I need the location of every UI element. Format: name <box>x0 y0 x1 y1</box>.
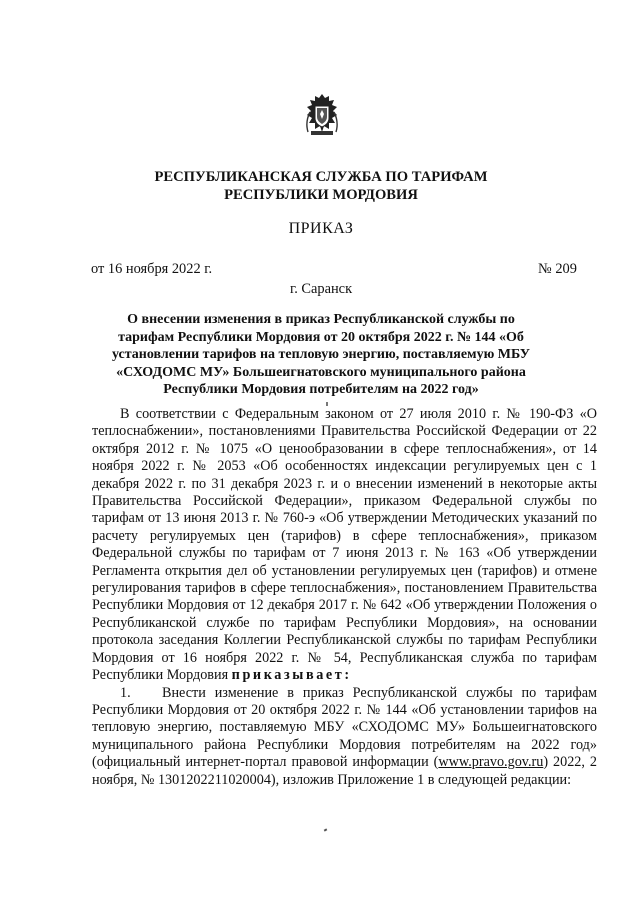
document-body <box>92 406 597 789</box>
preamble-paragraph <box>92 406 597 685</box>
document-number: № 209 <box>538 261 577 277</box>
scan-artifact-bottom <box>324 828 328 831</box>
item-1-paragraph <box>92 685 597 789</box>
resolve-word: приказывает: <box>231 667 352 684</box>
document-subject: О внесении изменения в приказ Республиканской службы по тарифам Республики Мордовия от 20 октября 2022 г. № 144 «Об установлении тарифов на тепловую энергию, поставляемую МБУ «СХОДОМС МУ» Большеигнатовского муниципального района Республики Мордовия потребителям на 2022 год» <box>111 312 531 397</box>
agency-name-line1: РЕСПУБЛИКАНСКАЯ СЛУЖБА ПО ТАРИФАМ <box>154 169 488 185</box>
agency-name-line2: РЕСПУБЛИКИ МОРДОВИЯ <box>224 187 418 203</box>
preamble-text: В соответствии с Федеральным законом от 27 июля 2010 г. № 190-ФЗ «О теплоснабжении», постановлениями Правительства Российской Федерации от 22 октября 2012 г. № 1075 «О ценообразовании в сфере теплоснабжения», от 14 ноября 2022 г. № 2053 «Об особенностях индексации регулируемых цен с 1 декабря 2022 г. по 31 декабря 2023 г. и о внесении изменений в некоторые акты Правительства Российской Федерации», приказом Федеральной службы по тарифам от 13 июня 2013 г. № 760-э «Об утверждении Методических указаний по расчету регулируемых цен (тарифов) в сфере теплоснабжения», приказом Федеральной службы по тарифам от 7 июня 2013 г. № 163 «Об утверждении Регламента открытия дел об установлении регулируемых цен (тарифов) и отмене регулирования тарифов в сфере теплоснабжения», постановлением Правительства Республики Мордовия от 12 декабря 2017 г. № 642 «Об утверждении Положения о Республиканской службе по тарифам Республики Мордовия», на основании протокола заседания Коллегии Республиканской службы по тарифам Республики Мордовия от 16 ноября 2022 г. № 54, Республиканская служба по тарифам Республики Мордовия <box>92 406 597 684</box>
document-city: г. Саранск <box>289 281 353 297</box>
item-1-text-start: Внести изменение в приказ Республиканской службы по тарифам Республики Мордовия от 20 октября 2022 г. № 144 «Об установлении тарифов на тепловую энергию, поставляемую МБУ «СХОДОМС МУ» Большеигнатовского муниципального района Республики Мордовия потребителям на 2022 год» (официальный интернет-портал правовой информации ( <box>92 684 597 771</box>
item-1-number: 1. <box>120 684 131 701</box>
document-date: от 16 ноября 2022 г. <box>91 261 213 277</box>
coat-of-arms-emblem <box>302 92 342 138</box>
pravo-portal-link[interactable]: www.pravo.gov.ru <box>438 754 544 771</box>
item-1-text-end: ) 2022, 2 ноября, № 1301202211020004), изложив Приложение 1 в следующей редакции: <box>92 754 597 788</box>
agency-name <box>90 168 552 204</box>
document-type: ПРИКАЗ <box>288 220 354 237</box>
